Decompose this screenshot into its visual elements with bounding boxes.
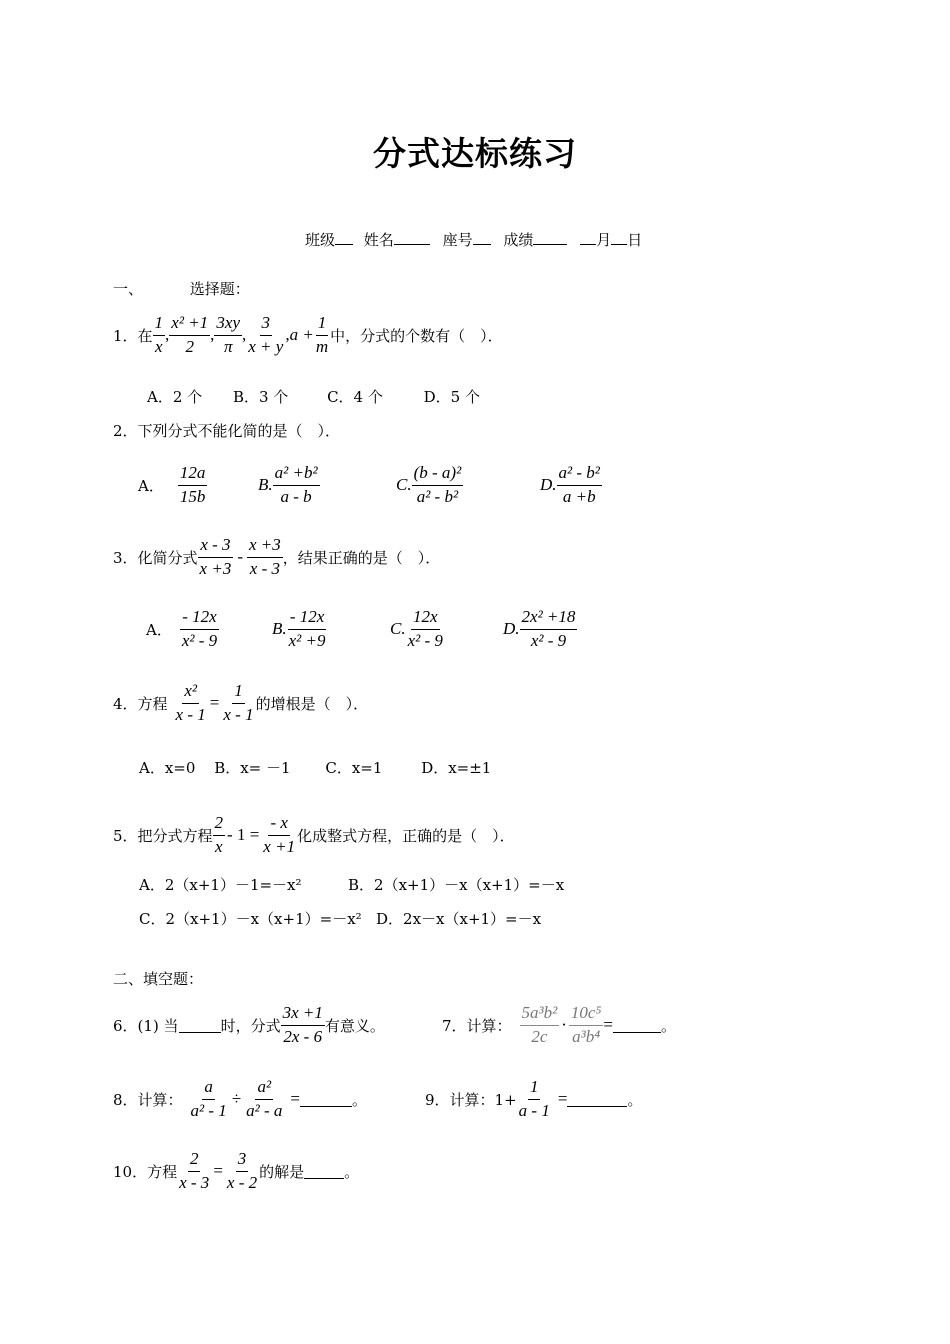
q8-divide: ÷ <box>231 1089 242 1109</box>
q5-middle: - 1 = <box>227 825 260 845</box>
q3-fraction-1: $\frac{x - 3}{x +3}$ <box>199 535 232 578</box>
q1-fraction-4: $\frac{3}{x + y}$ <box>248 313 284 356</box>
q7-fraction-2: $\frac{\text{10c⁵}}{\text{a³b⁴}}$ <box>570 1003 602 1046</box>
q4-option-c[interactable]: C．x=1 <box>325 759 383 777</box>
q3-prefix: 3．化简分式 <box>113 548 198 567</box>
question-8 <box>113 1076 367 1123</box>
question-6 <box>113 1002 385 1049</box>
q9-fraction: $\frac{1}{a - 1}$ <box>518 1077 550 1120</box>
q3-option-d[interactable]: D. $\frac{\text{2x² +18}}{\text{x² - 9}}$ <box>503 607 576 650</box>
score-blank[interactable] <box>533 229 567 245</box>
question-7 <box>442 1002 676 1049</box>
section-1-heading <box>113 278 250 299</box>
name-blank[interactable] <box>394 229 430 245</box>
page-title: 分式达标练习 <box>373 134 577 173</box>
q6-suffix: 有意义。 <box>324 1016 385 1035</box>
q4-option-d[interactable]: D．x=±1 <box>421 759 492 777</box>
q1-option-c[interactable]: C．4 个 <box>327 388 383 406</box>
name-label: 姓名 <box>363 231 394 249</box>
q1-suffix: 中，分式的个数有（ ）． <box>330 326 503 345</box>
q3-option-b[interactable]: B. $\frac{- 12x}{\text{x² +9}}$ <box>272 607 326 650</box>
q4-equals: = <box>209 693 220 713</box>
q8-answer-blank[interactable] <box>300 1091 352 1107</box>
q1-fraction-1: $\frac{1}{x}$ <box>154 313 164 356</box>
q1-option-d[interactable]: D．5 个 <box>423 388 480 406</box>
q10-fraction-1: $\frac{2}{x - 3}$ <box>179 1149 210 1192</box>
q2-option-c[interactable]: C. $\frac{\text{(b - a)²}}{\text{a² - b²}}$ <box>396 463 462 506</box>
q10-answer-blank[interactable] <box>304 1163 344 1179</box>
q9-prefix: 9．计算：1+ <box>425 1090 517 1109</box>
q6-prefix: 6．(1) 当 <box>113 1016 179 1035</box>
q5-prefix: 5．把分式方程 <box>113 826 213 845</box>
q8-prefix: 8．计算： <box>113 1090 183 1109</box>
question-4 <box>113 680 368 727</box>
day-blank[interactable] <box>611 229 627 245</box>
q4-suffix: 的增根是（ ）． <box>255 694 369 713</box>
q1-fraction-3: $\frac{3xy}{\pi}$ <box>216 313 241 356</box>
q5-fraction-2: $\frac{- x}{x +1}$ <box>263 813 296 856</box>
q8-end: 。 <box>352 1090 368 1109</box>
seat-label: 座号 <box>442 231 473 249</box>
q3-option-c[interactable]: C. $\frac{12x}{\text{x² - 9}}$ <box>390 607 443 650</box>
q10-end: 。 <box>344 1162 360 1181</box>
q4-fraction-2: $\frac{1}{x - 1}$ <box>223 681 254 724</box>
q1-fraction-2: $\frac{\text{x² +1}}{2}$ <box>171 313 209 356</box>
q1-last-term: a + <box>289 325 314 345</box>
q8-fraction-2: $\frac{\text{a²}}{\text{a² - a}}$ <box>246 1077 283 1120</box>
q5-option-d[interactable]: D．2x－x（x+1）=－x <box>376 910 542 928</box>
q1-option-b[interactable]: B．3 个 <box>232 388 289 406</box>
q9-end: 。 <box>627 1090 643 1109</box>
q4-option-b[interactable]: B．x= －1 <box>214 759 291 777</box>
question-9 <box>425 1076 642 1123</box>
q5-option-a[interactable]: A．2（x+1）－1=－x² <box>139 876 302 894</box>
q2-option-b[interactable]: B. $\frac{\text{a² +b²}}{a - b}$ <box>258 463 318 506</box>
student-info-line <box>305 229 642 250</box>
q2-option-a[interactable]: A． $\frac{12a}{15b}$ <box>138 463 206 506</box>
q3-fraction-2: $\frac{x +3}{x - 3}$ <box>249 535 281 578</box>
q2-option-d[interactable]: D. $\frac{\text{a² - b²}}{a +b}$ <box>540 463 600 506</box>
q4-fraction-1: $\frac{\text{x²}}{x - 1}$ <box>175 681 206 724</box>
q3-suffix: ，结果正确的是（ ）． <box>282 548 441 567</box>
q10-suffix: 的解是 <box>259 1162 305 1181</box>
q3-minus: - <box>237 547 243 567</box>
month-label: 月 <box>596 231 612 249</box>
q4-option-a[interactable]: A．x=0 <box>139 759 196 777</box>
seat-blank[interactable] <box>473 229 491 245</box>
question-5 <box>113 812 515 859</box>
q5-option-c[interactable]: C．2（x+1）－x（x+1）=－x² <box>139 910 362 928</box>
q5-fraction-1: $\frac{2}{x}$ <box>214 813 224 856</box>
q4-prefix: 4．方程 <box>113 694 168 713</box>
day-label: 日 <box>627 231 643 249</box>
q10-equals: = <box>213 1161 223 1181</box>
q9-answer-blank[interactable] <box>567 1091 627 1107</box>
q8-fraction-1: $\frac{a}{\text{a² - 1}}$ <box>190 1077 227 1120</box>
class-blank[interactable] <box>335 229 353 245</box>
q8-equals: = <box>290 1089 301 1109</box>
q10-prefix: 10．方程 <box>113 1162 178 1181</box>
score-label: 成绩 <box>503 231 534 249</box>
section-2-heading: 二、填空题： <box>113 970 204 988</box>
q7-end: 。 <box>660 1016 676 1035</box>
q7-prefix: 7．计算： <box>442 1016 512 1035</box>
q5-suffix: 化成整式方程，正确的是（ ）． <box>297 826 515 845</box>
q7-fraction-1: $\frac{\text{5a³b²}}{2c}$ <box>521 1003 558 1046</box>
section-1-label: 选择题： <box>189 280 250 298</box>
section-1-number: 一、 <box>113 280 144 298</box>
month-blank[interactable] <box>580 229 596 245</box>
question-3 <box>113 534 440 581</box>
q6-answer-blank[interactable] <box>179 1017 221 1033</box>
q7-equals: = <box>603 1015 613 1035</box>
q9-equals: = <box>557 1089 568 1109</box>
q4-options <box>139 757 491 778</box>
q5-option-b[interactable]: B．2（x+1）－x（x+1）=－x <box>348 876 565 894</box>
q6-fraction: $\frac{3x +1}{2x - 6}$ <box>282 1003 323 1046</box>
q7-answer-blank[interactable] <box>613 1017 661 1033</box>
q3-option-a[interactable]: A． $\frac{- 12x}{\text{x² - 9}}$ <box>146 607 218 650</box>
question-2: 2．下列分式不能化简的是（ ）． <box>113 422 341 440</box>
q10-fraction-2: $\frac{3}{x - 2}$ <box>226 1149 258 1192</box>
class-label: 班级 <box>305 231 336 249</box>
q7-dot: · <box>561 1015 567 1035</box>
q1-options <box>147 386 480 407</box>
q1-option-a[interactable]: A．2 个 <box>147 388 203 406</box>
question-1: 1．在 $\frac{1}{x}$ , $\frac{\text{x² +1}}{2}$ , $\frac{3xy}{\pi}$ , $\frac{3}{x + y}$ , a + $\frac{1}{m}$ 中，分式的个数有（ ）． <box>113 312 503 359</box>
q1-fraction-5: $\frac{1}{m}$ <box>315 313 329 356</box>
q6-middle: 时，分式 <box>220 1016 281 1035</box>
question-10 <box>113 1148 359 1195</box>
q1-prefix: 1．在 <box>113 326 153 345</box>
